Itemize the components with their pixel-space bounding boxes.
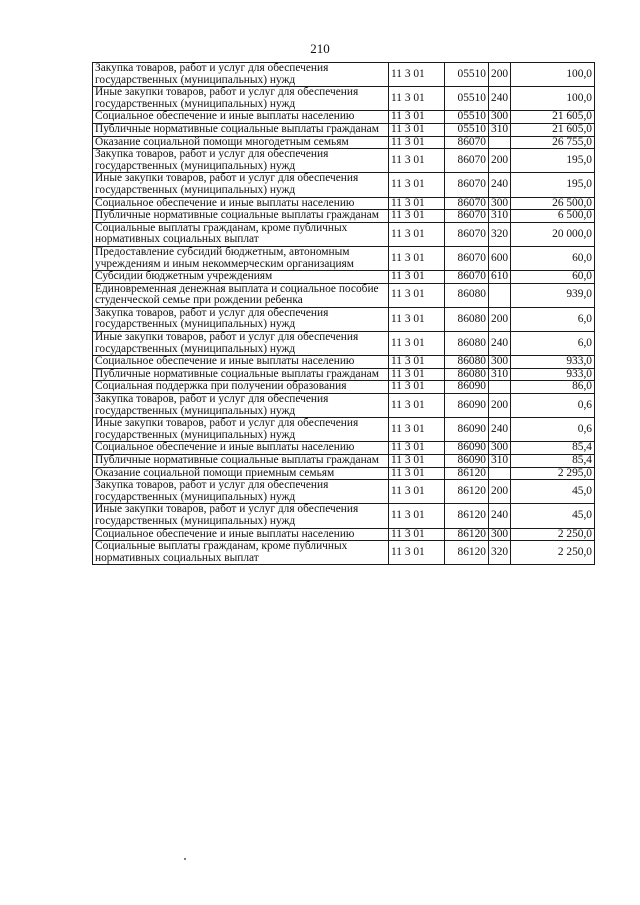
row-expense-type-cell: 200 bbox=[489, 394, 511, 418]
row-expense-type-cell bbox=[489, 283, 511, 307]
table-row bbox=[93, 467, 595, 480]
row-expense-type-cell bbox=[489, 381, 511, 394]
row-target-article-cell: 86120 bbox=[445, 504, 489, 528]
table-row bbox=[93, 111, 595, 124]
row-target-article-cell: 05510 bbox=[445, 87, 489, 111]
row-target-article-cell: 86120 bbox=[445, 480, 489, 504]
row-target-article-cell: 05510 bbox=[445, 63, 489, 87]
row-amount-cell: 2 295,0 bbox=[511, 467, 595, 480]
row-expense-type-cell: 310 bbox=[489, 210, 511, 223]
row-section-code-cell: 11 3 01 bbox=[389, 332, 445, 356]
row-expense-type-cell: 240 bbox=[489, 173, 511, 197]
table-row bbox=[93, 123, 595, 136]
row-expense-type-cell: 320 bbox=[489, 541, 511, 565]
table-row bbox=[93, 541, 595, 565]
row-expense-type-cell: 300 bbox=[489, 197, 511, 210]
row-target-article-cell: 86070 bbox=[445, 222, 489, 246]
row-expense-type-cell: 200 bbox=[489, 307, 511, 331]
table-row bbox=[93, 455, 595, 468]
row-section-code-cell: 11 3 01 bbox=[389, 246, 445, 270]
scan-speck bbox=[184, 858, 186, 860]
budget-table-body bbox=[93, 63, 595, 565]
row-section-code-cell: 11 3 01 bbox=[389, 197, 445, 210]
row-target-article-cell: 86070 bbox=[445, 210, 489, 223]
row-name-cell: Оказание социальной помощи многодетным семьям bbox=[93, 136, 389, 149]
row-section-code-cell: 11 3 01 bbox=[389, 467, 445, 480]
row-section-code-cell: 11 3 01 bbox=[389, 271, 445, 284]
row-amount-cell: 0,6 bbox=[511, 418, 595, 442]
row-name-cell: Субсидии бюджетным учреждениям bbox=[93, 271, 389, 284]
row-expense-type-cell: 300 bbox=[489, 528, 511, 541]
row-amount-cell: 85,4 bbox=[511, 455, 595, 468]
row-section-code-cell: 11 3 01 bbox=[389, 394, 445, 418]
row-name-cell: Социальное обеспечение и иные выплаты населению bbox=[93, 442, 389, 455]
row-expense-type-cell: 600 bbox=[489, 246, 511, 270]
row-section-code-cell: 11 3 01 bbox=[389, 123, 445, 136]
row-amount-cell: 6,0 bbox=[511, 307, 595, 331]
row-name-cell: Закупка товаров, работ и услуг для обеспечения государственных (муниципальных) нужд bbox=[93, 480, 389, 504]
row-target-article-cell: 05510 bbox=[445, 111, 489, 124]
row-name-cell: Оказание социальной помощи приемным семьям bbox=[93, 467, 389, 480]
row-section-code-cell: 11 3 01 bbox=[389, 528, 445, 541]
row-amount-cell: 939,0 bbox=[511, 283, 595, 307]
row-name-cell: Иные закупки товаров, работ и услуг для обеспечения государственных (муниципальных) нужд bbox=[93, 504, 389, 528]
row-amount-cell: 933,0 bbox=[511, 356, 595, 369]
row-name-cell: Иные закупки товаров, работ и услуг для обеспечения государственных (муниципальных) нужд bbox=[93, 332, 389, 356]
row-expense-type-cell: 200 bbox=[489, 63, 511, 87]
row-section-code-cell: 11 3 01 bbox=[389, 368, 445, 381]
table-row bbox=[93, 504, 595, 528]
row-expense-type-cell bbox=[489, 136, 511, 149]
row-target-article-cell: 86070 bbox=[445, 149, 489, 173]
row-amount-cell: 195,0 bbox=[511, 173, 595, 197]
row-expense-type-cell: 200 bbox=[489, 149, 511, 173]
table-row bbox=[93, 210, 595, 223]
row-name-cell: Иные закупки товаров, работ и услуг для обеспечения государственных (муниципальных) нужд bbox=[93, 418, 389, 442]
row-amount-cell: 86,0 bbox=[511, 381, 595, 394]
row-name-cell: Иные закупки товаров, работ и услуг для обеспечения государственных (муниципальных) нужд bbox=[93, 87, 389, 111]
row-amount-cell: 26 755,0 bbox=[511, 136, 595, 149]
row-section-code-cell: 11 3 01 bbox=[389, 283, 445, 307]
row-name-cell: Социальное обеспечение и иные выплаты населению bbox=[93, 528, 389, 541]
row-target-article-cell: 86120 bbox=[445, 541, 489, 565]
row-target-article-cell: 86080 bbox=[445, 283, 489, 307]
row-amount-cell: 60,0 bbox=[511, 246, 595, 270]
row-target-article-cell: 86070 bbox=[445, 136, 489, 149]
row-name-cell: Публичные нормативные социальные выплаты гражданам bbox=[93, 368, 389, 381]
row-expense-type-cell: 320 bbox=[489, 222, 511, 246]
row-target-article-cell: 86080 bbox=[445, 368, 489, 381]
row-expense-type-cell: 240 bbox=[489, 504, 511, 528]
row-name-cell: Социальные выплаты гражданам, кроме публичных нормативных социальных выплат bbox=[93, 222, 389, 246]
row-section-code-cell: 11 3 01 bbox=[389, 149, 445, 173]
row-expense-type-cell: 240 bbox=[489, 332, 511, 356]
table-row bbox=[93, 368, 595, 381]
table-row bbox=[93, 222, 595, 246]
row-expense-type-cell: 310 bbox=[489, 123, 511, 136]
table-row bbox=[93, 356, 595, 369]
row-amount-cell: 21 605,0 bbox=[511, 111, 595, 124]
row-expense-type-cell: 300 bbox=[489, 356, 511, 369]
row-name-cell: Закупка товаров, работ и услуг для обеспечения государственных (муниципальных) нужд bbox=[93, 307, 389, 331]
row-name-cell: Иные закупки товаров, работ и услуг для обеспечения государственных (муниципальных) нужд bbox=[93, 173, 389, 197]
row-section-code-cell: 11 3 01 bbox=[389, 356, 445, 369]
row-amount-cell: 45,0 bbox=[511, 504, 595, 528]
row-name-cell: Предоставление субсидий бюджетным, автономным учреждениям и иным некоммерческим организациям bbox=[93, 246, 389, 270]
table-row bbox=[93, 418, 595, 442]
row-expense-type-cell: 300 bbox=[489, 111, 511, 124]
row-name-cell: Закупка товаров, работ и услуг для обеспечения государственных (муниципальных) нужд bbox=[93, 149, 389, 173]
page-number: 210 bbox=[310, 41, 330, 56]
row-name-cell: Публичные нормативные социальные выплаты гражданам bbox=[93, 123, 389, 136]
table-row bbox=[93, 149, 595, 173]
row-amount-cell: 2 250,0 bbox=[511, 541, 595, 565]
row-section-code-cell: 11 3 01 bbox=[389, 455, 445, 468]
row-amount-cell: 933,0 bbox=[511, 368, 595, 381]
row-amount-cell: 2 250,0 bbox=[511, 528, 595, 541]
table-row bbox=[93, 197, 595, 210]
row-target-article-cell: 86070 bbox=[445, 173, 489, 197]
row-section-code-cell: 11 3 01 bbox=[389, 63, 445, 87]
row-name-cell: Закупка товаров, работ и услуг для обеспечения государственных (муниципальных) нужд bbox=[93, 394, 389, 418]
row-section-code-cell: 11 3 01 bbox=[389, 307, 445, 331]
row-section-code-cell: 11 3 01 bbox=[389, 210, 445, 223]
row-expense-type-cell: 300 bbox=[489, 442, 511, 455]
row-amount-cell: 100,0 bbox=[511, 87, 595, 111]
row-section-code-cell: 11 3 01 bbox=[389, 442, 445, 455]
row-amount-cell: 21 605,0 bbox=[511, 123, 595, 136]
row-target-article-cell: 05510 bbox=[445, 123, 489, 136]
row-target-article-cell: 86090 bbox=[445, 418, 489, 442]
row-section-code-cell: 11 3 01 bbox=[389, 173, 445, 197]
table-row bbox=[93, 381, 595, 394]
budget-table bbox=[92, 62, 595, 565]
table-row bbox=[93, 271, 595, 284]
row-amount-cell: 100,0 bbox=[511, 63, 595, 87]
row-name-cell: Социальные выплаты гражданам, кроме публичных нормативных социальных выплат bbox=[93, 541, 389, 565]
row-expense-type-cell: 310 bbox=[489, 368, 511, 381]
row-section-code-cell: 11 3 01 bbox=[389, 504, 445, 528]
row-target-article-cell: 86070 bbox=[445, 246, 489, 270]
row-name-cell: Социальное обеспечение и иные выплаты населению bbox=[93, 111, 389, 124]
row-amount-cell: 195,0 bbox=[511, 149, 595, 173]
row-amount-cell: 60,0 bbox=[511, 271, 595, 284]
table-row bbox=[93, 87, 595, 111]
row-section-code-cell: 11 3 01 bbox=[389, 541, 445, 565]
table-row bbox=[93, 394, 595, 418]
row-expense-type-cell: 610 bbox=[489, 271, 511, 284]
row-expense-type-cell bbox=[489, 467, 511, 480]
row-target-article-cell: 86120 bbox=[445, 528, 489, 541]
row-section-code-cell: 11 3 01 bbox=[389, 381, 445, 394]
table-row bbox=[93, 173, 595, 197]
row-target-article-cell: 86090 bbox=[445, 394, 489, 418]
row-target-article-cell: 86120 bbox=[445, 467, 489, 480]
row-target-article-cell: 86090 bbox=[445, 442, 489, 455]
row-expense-type-cell: 200 bbox=[489, 480, 511, 504]
row-target-article-cell: 86080 bbox=[445, 356, 489, 369]
row-name-cell: Публичные нормативные социальные выплаты гражданам bbox=[93, 210, 389, 223]
row-amount-cell: 26 500,0 bbox=[511, 197, 595, 210]
row-name-cell: Единовременная денежная выплата и социальное пособие студенческой семье при рождении ребенка bbox=[93, 283, 389, 307]
row-section-code-cell: 11 3 01 bbox=[389, 111, 445, 124]
row-section-code-cell: 11 3 01 bbox=[389, 418, 445, 442]
row-expense-type-cell: 240 bbox=[489, 87, 511, 111]
row-expense-type-cell: 240 bbox=[489, 418, 511, 442]
row-target-article-cell: 86070 bbox=[445, 197, 489, 210]
table-row bbox=[93, 480, 595, 504]
row-section-code-cell: 11 3 01 bbox=[389, 222, 445, 246]
row-name-cell: Закупка товаров, работ и услуг для обеспечения государственных (муниципальных) нужд bbox=[93, 63, 389, 87]
row-section-code-cell: 11 3 01 bbox=[389, 87, 445, 111]
row-name-cell: Социальное обеспечение и иные выплаты населению bbox=[93, 356, 389, 369]
row-target-article-cell: 86070 bbox=[445, 271, 489, 284]
row-section-code-cell: 11 3 01 bbox=[389, 480, 445, 504]
row-expense-type-cell: 310 bbox=[489, 455, 511, 468]
table-row bbox=[93, 246, 595, 270]
row-target-article-cell: 86090 bbox=[445, 381, 489, 394]
row-amount-cell: 0,6 bbox=[511, 394, 595, 418]
row-target-article-cell: 86080 bbox=[445, 307, 489, 331]
table-row bbox=[93, 63, 595, 87]
row-target-article-cell: 86080 bbox=[445, 332, 489, 356]
row-amount-cell: 85,4 bbox=[511, 442, 595, 455]
row-amount-cell: 20 000,0 bbox=[511, 222, 595, 246]
table-row bbox=[93, 332, 595, 356]
row-name-cell: Социальное обеспечение и иные выплаты населению bbox=[93, 197, 389, 210]
row-name-cell: Социальная поддержка при получении образования bbox=[93, 381, 389, 394]
table-row bbox=[93, 283, 595, 307]
row-amount-cell: 6 500,0 bbox=[511, 210, 595, 223]
row-section-code-cell: 11 3 01 bbox=[389, 136, 445, 149]
row-amount-cell: 45,0 bbox=[511, 480, 595, 504]
table-row bbox=[93, 442, 595, 455]
row-target-article-cell: 86090 bbox=[445, 455, 489, 468]
row-name-cell: Публичные нормативные социальные выплаты гражданам bbox=[93, 455, 389, 468]
table-row bbox=[93, 307, 595, 331]
table-row bbox=[93, 136, 595, 149]
table-row bbox=[93, 528, 595, 541]
row-amount-cell: 6,0 bbox=[511, 332, 595, 356]
